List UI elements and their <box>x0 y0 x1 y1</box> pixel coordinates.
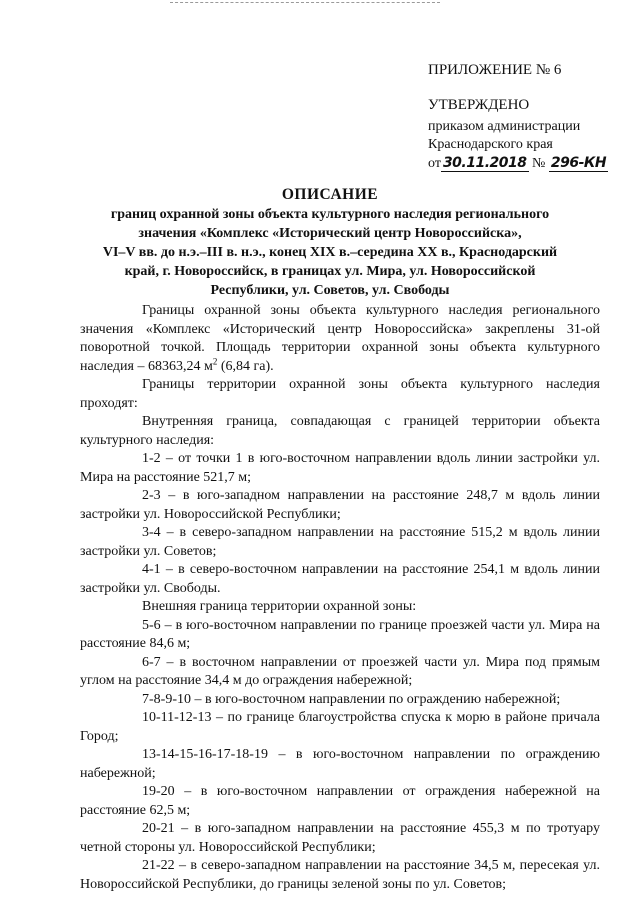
paragraph: Внутренняя граница, совпадающая с границей территории объекта культурного наследия: <box>80 414 600 448</box>
document-subtitle <box>90 205 570 300</box>
order-date-line <box>428 154 608 173</box>
subtitle-line: VI–V вв. до н.э.–III в. н.э., конец XIX в.–середина XX в., Краснодарский <box>102 245 558 260</box>
document-title: ОПИСАНИЕ <box>281 186 379 203</box>
paragraph: 21-22 – в северо-западном направлении на расстояние 34,5 м, пересекая ул. Новороссийской Республики, до границы зеленой зоны по ул. Советов; <box>80 858 600 892</box>
paragraph: 6-7 – в восточном направлении от проезжей части ул. Мира под прямым углом на расстояние 34,4 м до ограждения набережной; <box>80 654 600 688</box>
paragraph: 7-8-9-10 – в юго-восточном направлении по ограждению набережной; <box>142 691 561 707</box>
approval-authority-line2: Краснодарского края <box>428 137 553 152</box>
paragraph: 13-14-15-16-17-18-19 – в юго-восточном направлении по ограждению набережной; <box>80 747 600 781</box>
approval-stamp: УТВЕРЖДЕНО <box>428 97 530 113</box>
paragraph: 1-2 – от точки 1 в юго-восточном направлении вдоль линии застройки ул. Мира на расстояние 521,7 м; <box>80 451 600 485</box>
paragraph: 4-1 – в северо-восточном направлении на расстояние 254,1 м вдоль линии застройки ул. Свободы. <box>80 562 600 596</box>
top-dashed-rule <box>170 2 440 3</box>
paragraph: Внешняя граница территории охранной зоны: <box>142 599 417 614</box>
document-body <box>80 302 600 894</box>
appendix-number: ПРИЛОЖЕНИЕ № 6 <box>428 62 562 78</box>
subtitle-line: границ охранной зоны объекта культурного наследия регионального <box>110 207 550 222</box>
paragraph: 19-20 – в юго-восточном направлении от ограждения набережной на расстояние 62,5 м; <box>80 784 600 818</box>
handwritten-number: 296-КН <box>550 155 607 171</box>
paragraph: 10-11-12-13 – по границе благоустройства спуска к морю в районе причала Город; <box>80 710 600 744</box>
paragraph-area: Границы охранной зоны объекта культурного наследия регионального значения «Комплекс «Исторический центр Новороссийска» закреплены 31-ой поворотной точкой. Площадь территории охранной зоны объекта культурного наследия – 68363,24 $м^2$ (6,84 га). <box>80 303 600 374</box>
subtitle-line: значения «Комплекс «Исторический центр Новороссийска», <box>138 226 522 241</box>
paragraph: 2-3 – в юго-западном направлении на расстояние 248,7 м вдоль линии застройки ул. Новороссийской Республики; <box>80 488 600 522</box>
approval-authority-line1: приказом администрации <box>428 119 581 134</box>
handwritten-date: 30.11.2018 <box>442 155 527 171</box>
subtitle-line: Республики, ул. Советов, ул. Свободы <box>210 283 450 298</box>
approval-details <box>428 118 608 173</box>
date-prefix: от <box>428 156 441 171</box>
paragraph: 5-6 – в юго-восточном направлении по границе проезжей части ул. Мира на расстояние 84,6 м; <box>80 617 600 651</box>
paragraph: Границы территории охранной зоны объекта культурного наследия проходят: <box>80 377 600 411</box>
subtitle-line: край, г. Новороссийск, в границах ул. Мира, ул. Новороссийской <box>124 264 536 279</box>
paragraph: 20-21 – в юго-западном направлении на расстояние 455,3 м по тротуару четной стороны ул. Новороссийской Республики; <box>80 821 600 855</box>
number-prefix: № <box>532 156 546 171</box>
paragraph: 3-4 – в северо-западном направлении на расстояние 515,2 м вдоль линии застройки ул. Советов; <box>80 525 600 559</box>
